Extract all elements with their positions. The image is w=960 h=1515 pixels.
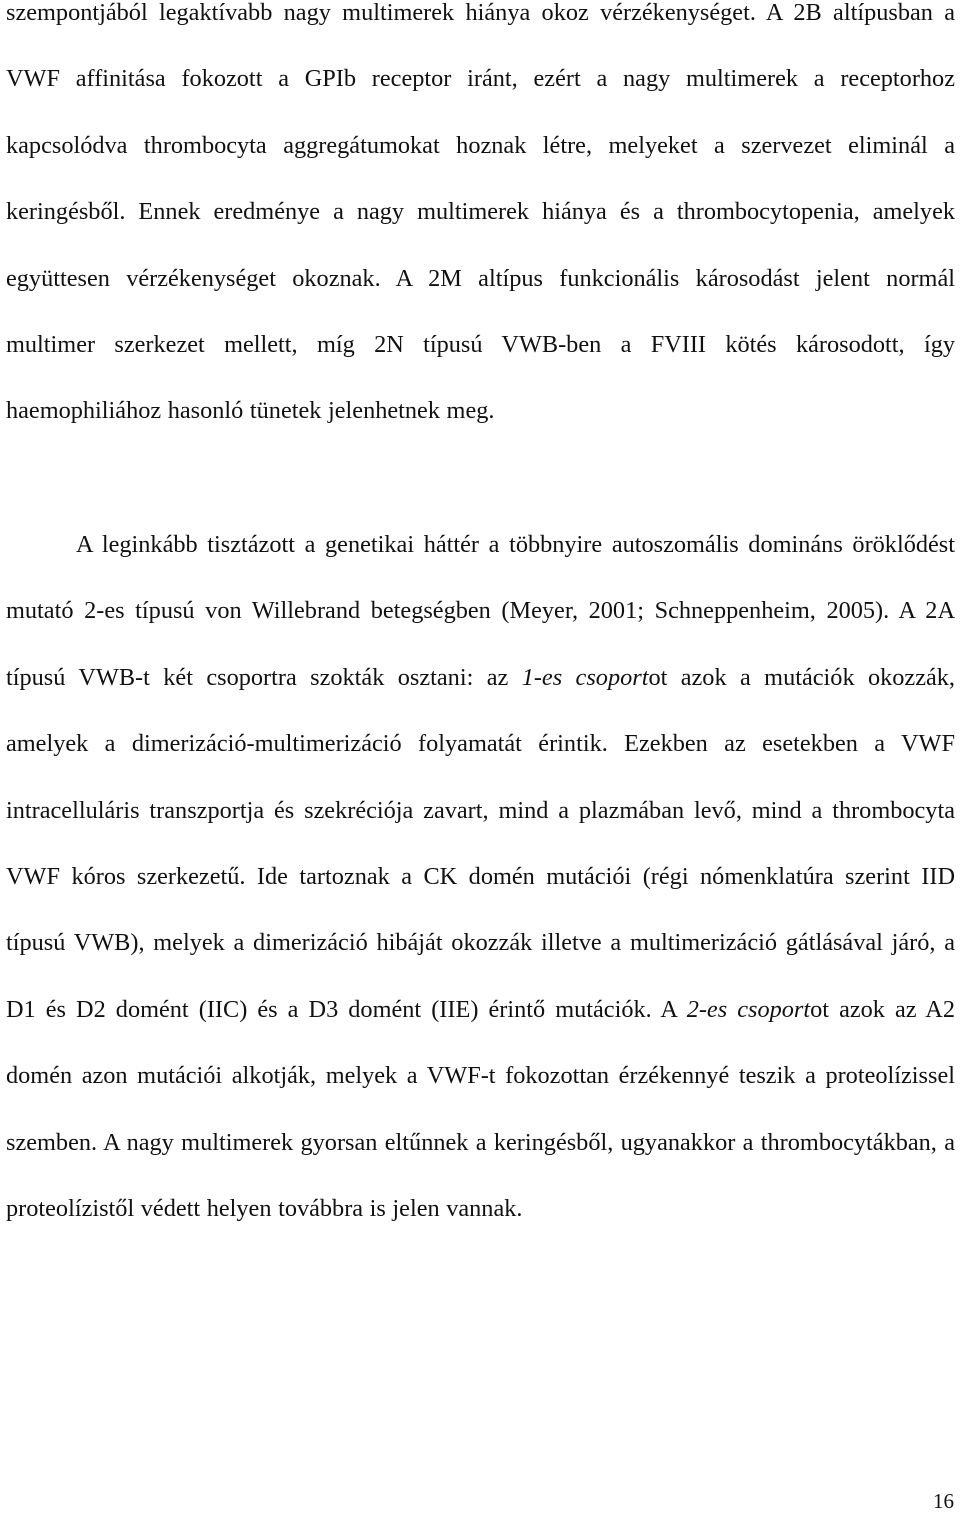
paragraph-2-text xyxy=(6,512,955,1242)
paragraph-2 xyxy=(6,512,955,1242)
paragraph-2-segment: A leginkább tisztázott a genetikai háttér a többnyire autoszomális domináns öröklődést mutató 2-es típusú von Willebrand betegségben (Meyer, 2001; Schneppenheim, 2005). A 2A típusú VWB-t két csoportra szokták osztani: az xyxy=(6,531,955,691)
page-number: 16 xyxy=(933,1489,954,1513)
paragraph-2-segment: ot azok a mutációk okozzák, amelyek a dimerizáció-multimerizáció folyamatát érintik. Ezekben az esetekben a VWF intracelluláris transzportja és szekréciója zavart, mind a plazmában levő, mind a thrombocyta VWF kóros szerkezetű. Ide tartoznak a CK domén mutációi (régi nómenklatúra szerint IID típusú VWB), melyek a dimerizáció hibáját okozzák illetve a multimerizáció gátlásával járó, a D1 és D2 domént (IIC) és a D3 domént (IIE) érintő mutációk. A xyxy=(6,663,956,1023)
italic-term-group-2: 2-es csoport xyxy=(686,995,811,1023)
paragraph-1 xyxy=(6,0,955,445)
paragraph-2-segment: ot azok az A2 domén azon mutációi alkotják, melyek a VWF-t fokozottan érzékennyé teszik a proteolízissel szemben. A nagy multimerek gyorsan eltűnnek a keringésből, ugyanakkor a thrombocytákban, a proteolízistől védett helyen továbbra is jelen vannak. xyxy=(6,995,955,1223)
italic-term-group-1: 1-es csoport xyxy=(521,663,649,691)
paragraph-1-text: szempontjából legaktívabb nagy multimerek hiánya okoz vérzékenységet. A 2B altípusban a VWF affinitása fokozott a GPIb receptor iránt, ezért a nagy multimerek a receptorhoz kapcsolódva thrombocyta aggregátumokat hoznak létre, melyeket a szervezet eliminál a keringésből. Ennek eredménye a nagy multimerek hiánya és a thrombocytopenia, amelyek együttesen vérzékenységet okoznak. A 2M altípus funkcionális károsodást jelent normál multimer szerkezet mellett, míg 2N típusú VWB-ben a FVIII kötés károsodott, így haemophiliához hasonló tünetek jelenhetnek meg. xyxy=(6,0,955,425)
